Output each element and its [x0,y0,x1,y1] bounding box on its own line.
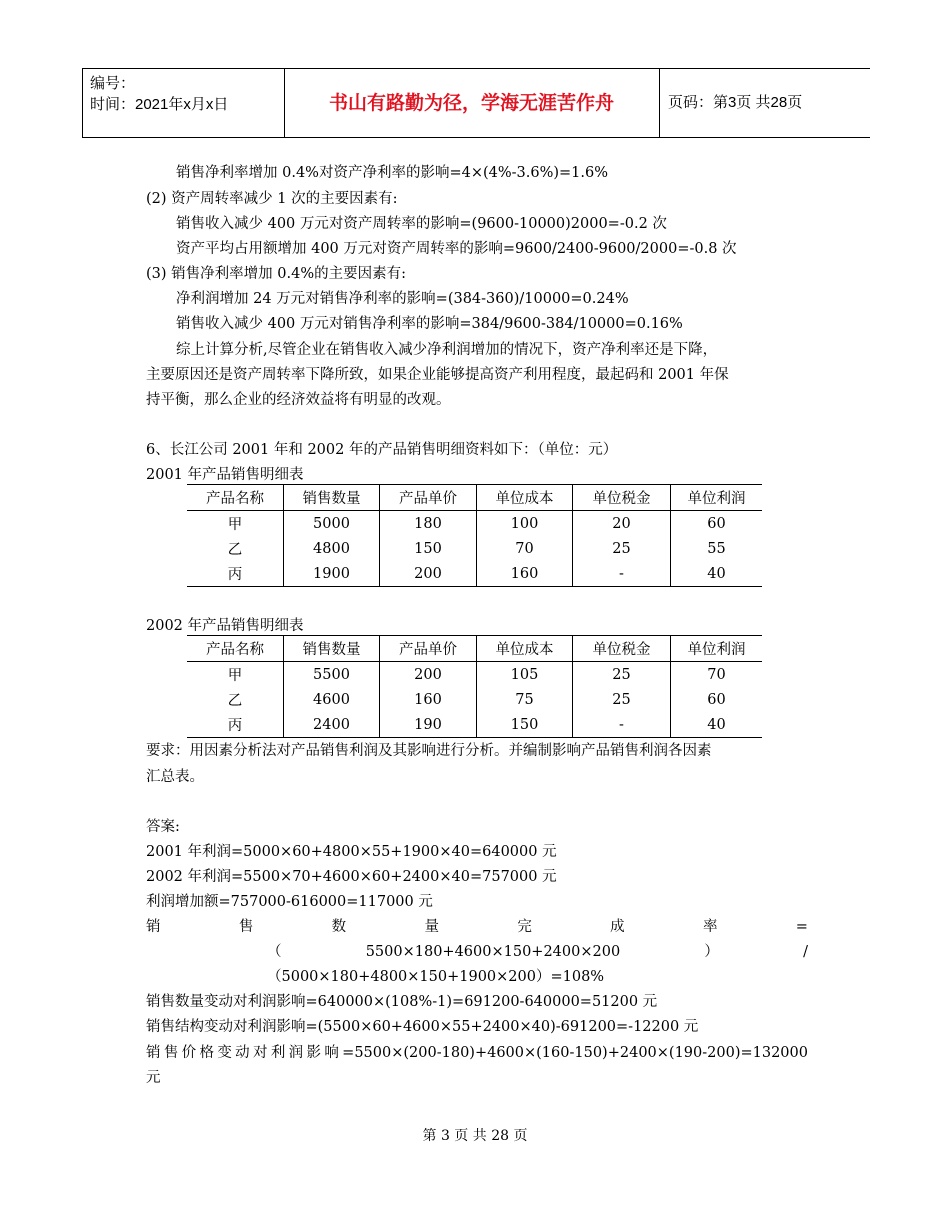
sales-table-2001 [187,484,762,587]
table-cell: 200 [380,561,477,587]
conclusion-line-1: 综上计算分析,尽管企业在销售收入减少净利润增加的情况下，资产净利率还是下降， [176,342,718,358]
table-cell: 200 [380,662,477,688]
answer-line-3: 利润增加额=757000-616000=117000 元 [146,894,433,910]
col-header-price: 产品单价 [380,485,477,511]
table-cell: 190 [380,712,477,738]
table-cell: 180 [380,511,477,537]
justified-char: 成 [610,919,625,935]
analysis-line-4: 资产平均占用额增加 400 万元对资产周转率的影响=9600/2400-9600/2000=-0.8 次 [176,241,737,257]
header-border-left [82,69,83,137]
answer-line-6: 销售价格变动对利润影响=5500×(200-180)+4600×(160-150)+2400×(190-200)=132000 [146,1045,808,1061]
table-cell: 4800 [284,536,380,561]
justified-char: 完 [517,919,532,935]
completion-rate-denominator: （5000×180+4800×150+1900×200）=108% [267,969,605,985]
table-cell: 40 [671,561,763,587]
open-paren: （ [267,944,282,960]
col-header-cost: 单位成本 [477,636,573,662]
header-page-info: 页码：第3页 共28页 [668,94,803,111]
completion-rate-line [146,917,808,937]
requirement-line-1: 要求：用因素分析法对产品销售利润及其影响进行分析。并编制影响产品销售利润各因素 [146,743,712,759]
analysis-line-6: 净利润增加 24 万元对销售净利率的影响=(384-360)/10000=0.24% [176,291,629,307]
analysis-line-2: (2) 资产周转率减少 1 次的主要因素有: [146,191,398,207]
table-cell: 70 [671,662,763,688]
table-cell: 40 [671,712,763,738]
table-cell: 60 [671,511,763,537]
table-cell: 100 [477,511,573,537]
table-2002-caption: 2002 年产品销售明细表 [146,618,304,634]
serial-label: 编号： [90,75,136,92]
table-cell: 乙 [227,542,243,558]
page-header [82,68,870,138]
answer-line-1: 2001 年利润=5000×60+4800×55+1900×40=640000 元 [146,844,557,860]
table-cell: 60 [671,687,763,712]
header-motto: 书山有路勤为径，学海无涯苦作舟 [328,92,614,114]
table-cell: 丙 [187,712,284,738]
col-header-cost: 单位成本 [477,485,573,511]
table-cell: 25 [573,662,671,688]
header-divider-2 [659,69,660,137]
table-header-row [187,485,762,511]
analysis-line-1: 销售净利率增加 0.4%对资产净利率的影响=4×(4%-3.6%)=1.6% [176,165,609,181]
table-cell: 1900 [284,561,380,587]
table-cell: 20 [573,511,671,537]
answer-line-2: 2002 年利润=5500×70+4600×60+2400×40=757000 元 [146,869,557,885]
table-cell: 甲 [227,668,243,684]
table-cell: 25 [573,536,671,561]
table-cell: 75 [477,687,573,712]
col-header-profit: 单位利润 [671,485,763,511]
division-slash: / [803,944,808,960]
table-row [187,536,762,561]
table-cell: - [573,561,671,587]
col-header-tax: 单位税金 [573,636,671,662]
analysis-line-3: 销售收入减少 400 万元对资产周转率的影响=(9600-10000)2000=-0.2 次 [176,216,667,232]
justified-char: 率 [702,919,718,935]
answer-label: 答案: [146,819,180,835]
table-2001-caption: 2001 年产品销售明细表 [146,467,304,483]
page-footer: 第 3 页 共 28 页 [422,1128,528,1144]
col-header-tax: 单位税金 [573,485,671,511]
requirement-line-2: 汇总表。 [146,769,204,785]
table-row [187,712,762,738]
answer-line-5: 销售结构变动对利润影响=(5500×60+4600×55+2400×40)-691200=-12200 元 [146,1019,699,1035]
table-row [187,662,762,688]
time-label: 时间：2021年x月x日 [90,96,229,113]
table-cell: 160 [380,687,477,712]
table-cell: 55 [671,536,763,561]
table-cell: 105 [477,662,573,688]
table-cell: 4600 [284,687,380,712]
col-header-quantity: 销售数量 [284,636,380,662]
answer-line-4: 销售数量变动对利润影响=640000×(108%-1)=691200-640000=51200 元 [146,994,658,1010]
table-cell: 丙 [187,561,284,587]
col-header-product: 产品名称 [187,636,284,662]
close-paren: ） [704,944,719,960]
conclusion-line-2: 主要原因还是资产周转率下降所致，如果企业能够提高资产利用程度，最起码和 2001 年保 [146,367,729,383]
table-row [187,687,762,712]
table-cell: 甲 [227,517,243,533]
table-row [187,511,762,537]
table-cell: 150 [380,536,477,561]
justified-char: 数 [331,919,347,935]
table-cell: 70 [477,536,573,561]
analysis-line-5: (3) 销售净利率增加 0.4%的主要因素有: [146,266,406,282]
table-row [187,561,762,587]
table-cell: 5000 [284,511,380,537]
sales-table-2002 [187,635,762,738]
table-cell: 160 [477,561,573,587]
col-header-price: 产品单价 [380,636,477,662]
justified-char: 销 [146,919,161,935]
col-header-quantity: 销售数量 [284,485,380,511]
question-title: 6、长江公司 2001 年和 2002 年的产品销售明细资料如下：（单位：元） [146,442,618,458]
justified-char: = [795,919,808,935]
table-cell: - [573,712,671,738]
table-cell: 150 [477,712,573,738]
completion-rate-numerator [267,942,808,962]
numerator-expression: 5500×180+4600×150+2400×200 [365,944,621,960]
table-header-row [187,636,762,662]
col-header-profit: 单位利润 [671,636,763,662]
analysis-line-7: 销售收入减少 400 万元对销售净利率的影响=384/9600-384/10000=0.16% [176,316,683,332]
table-cell: 2400 [284,712,380,738]
table-cell: 5500 [284,662,380,688]
justified-char: 售 [238,919,254,935]
table-cell: 25 [573,687,671,712]
conclusion-line-3: 持平衡，那么企业的经济效益将有明显的改观。 [146,392,451,408]
col-header-product: 产品名称 [187,485,284,511]
answer-line-6-tail: 元 [146,1070,161,1086]
table-cell: 乙 [227,693,243,709]
justified-char: 量 [424,919,439,935]
header-meta [90,73,228,115]
